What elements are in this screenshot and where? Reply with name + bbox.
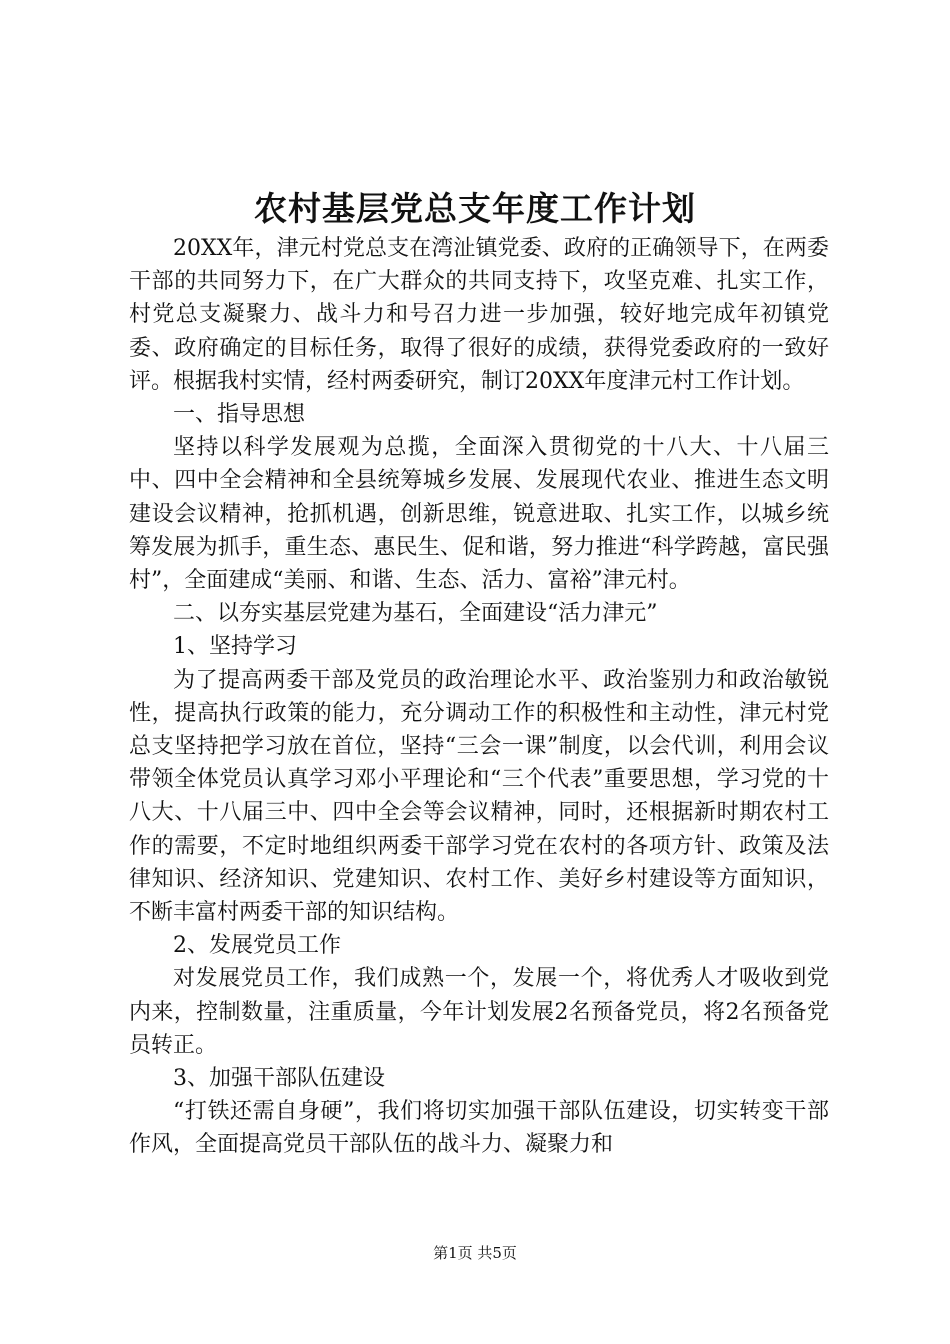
cadre-team-building-paragraph: “打铁还需自身硬”，我们将切实加强干部队伍建设，切实转变干部作风，全面提高党员干部队伍的战斗力、凝聚力和 bbox=[129, 1099, 829, 1158]
document-body bbox=[129, 232, 829, 1162]
subheading-cadre-team-building: 3、加强干部队伍建设 bbox=[173, 1066, 385, 1092]
section-heading-guiding-ideology: 一、指导思想 bbox=[173, 402, 306, 428]
document-title: 农村基层党总支年度工作计划 bbox=[254, 189, 696, 228]
section-heading-party-building: 二、以夯实基层党建为基石，全面建设“活力津元” bbox=[173, 601, 658, 627]
party-member-development-paragraph: 对发展党员工作，我们成熟一个，发展一个，将优秀人才吸收到党内来，控制数量，注重质量，今年计划发展2名预备党员，将2名预备党员转正。 bbox=[129, 966, 829, 1058]
page-number-footer: 第1页 共5页 bbox=[433, 1244, 517, 1262]
guiding-ideology-paragraph: 坚持以科学发展观为总揽，全面深入贯彻党的十八大、十八届三中、四中全会精神和全县统筹城乡发展、发展现代农业、推进生态文明建设会议精神，抢抓机遇，创新思维，锐意进取、扎实工作，以城乡统筹发展为抓手，重生态、惠民生、促和谐，努力推进“科学跨越，富民强村”，全面建成“美丽、和谐、生态、活力、富裕”津元村。 bbox=[129, 435, 829, 594]
subheading-party-member-development: 2、发展党员工作 bbox=[173, 933, 341, 959]
study-paragraph: 为了提高两委干部及党员的政治理论水平、政治鉴别力和政治敏锐性，提高执行政策的能力，充分调动工作的积极性和主动性，津元村党总支坚持把学习放在首位，坚持“三会一课”制度，以会代训，利用会议带领全体党员认真学习邓小平理论和“三个代表”重要思想，学习党的十八大、十八届三中、四中全会等会议精神，同时，还根据新时期农村工作的需要，不定时地组织两委干部学习党在农村的各项方针、政策及法律知识、经济知识、党建知识、农村工作、美好乡村建设等方面知识，不断丰富村两委干部的知识结构。 bbox=[129, 667, 829, 926]
subheading-study: 1、坚持学习 bbox=[173, 634, 297, 660]
intro-paragraph: 20XX年，津元村党总支在湾沚镇党委、政府的正确领导下，在两委干部的共同努力下，在广大群众的共同支持下，攻坚克难、扎实工作，村党总支凝聚力、战斗力和号召力进一步加强，较好地完成年初镇党委、政府确定的目标任务，取得了很好的成绩，获得党委政府的一致好评。根据我村实情，经村两委研究，制订20XX年度津元村工作计划。 bbox=[129, 236, 829, 394]
